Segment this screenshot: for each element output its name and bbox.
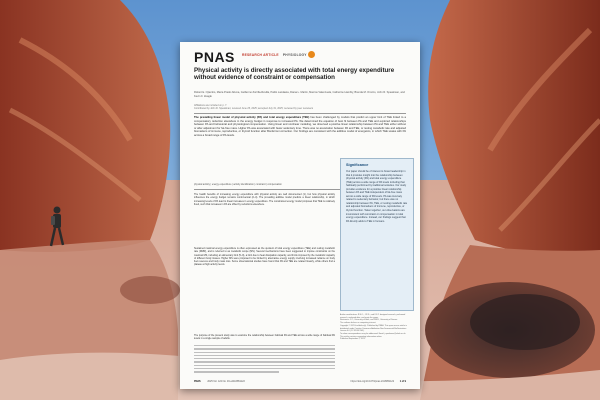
body-paragraph-1: The health benefits of increasing energy expenditure with physical activity are well documented (1), but how physical activity influences the energy budget remains controversial (2–4). The prevailing additive model predicts a linear relationship, in which increasing levels of PA lead to linear increases in energy expenditure. The constrained energy model proposes that TEE is relatively fixed, such that increases in PA are offset by reductions elsewhere. — [194, 193, 335, 206]
significance-heading: Significance — [346, 163, 369, 167]
body-text-lines — [194, 345, 335, 375]
section-tag-research: RESEARCH ARTICLE — [242, 53, 279, 57]
footnotes — [340, 314, 412, 341]
paper-title: Physical activity is directly associated with total energy expenditure without evidence of constraint or compensation — [194, 67, 395, 82]
journal-logo: PNAS — [194, 49, 235, 65]
affiliation-note — [194, 104, 406, 110]
footnote-interest: The authors declare no competing interest. — [340, 322, 376, 325]
contributed-line: Contributed by John R. Speakman; received June 25, 2025; accepted July 31, 2025; reviewed by peer reviewers — [194, 107, 314, 111]
footnote-contrib: Author contributions: R.E.O., J.R.S., and K.F.Z. designed research; performed research; analyzed data; and wrote the paper. — [340, 314, 406, 319]
footnote-license: Copyright © 2025 the Author(s). Published by PNAS. This open access article is distributed under Creative Commons Attribution-NonCommercial-NoDerivatives License 4.0 (CC BY-NC-ND). — [340, 324, 407, 333]
footnote-correspondence: To whom correspondence may be addressed. Email: j.speakman@abdn.ac.uk. — [340, 332, 406, 335]
affiliations-line: Affiliations are included on p. 7. — [194, 104, 228, 107]
abstract-lead: The prevailing linear model of physical activity (PA) and total energy expenditure (TEE) — [194, 116, 310, 119]
open-access-icon — [308, 51, 315, 58]
significance-text: Our paper should be of interest to broad readership in that it provides insight into the relationship between physical activity (PA) and total energy expenditure (TEE) across a wide range of PA levels including that habitually performed by traditional societies. Our study provides evidence for a positive linear relationship between PA and TEE independent of fat-free mass across a wide range of PA levels. PA was inversely related to sedentary behavior, but there was no relationship between PA, TEE, or resting metabolic rate and adjusted biomarkers of immune, reproductive, or thyroid function. Taken together, our observations are inconsistent with constraint or compensation in total energy expenditure. Instead, our findings suggest that PA directly adds to TEE in humans. — [346, 170, 408, 223]
page-footer — [194, 380, 406, 383]
page-number: 1 of 9 — [399, 380, 406, 383]
significance-box — [340, 158, 414, 311]
footer-journal: PNAS — [194, 380, 201, 383]
footnote-published: Published September 2, 2025. — [340, 338, 366, 341]
body-paragraph-3: The purpose of the present study was to examine the relationship between habitual PA and TEE across a wide range of habitual PA levels in a single sample of adults. — [194, 334, 335, 341]
divider — [194, 113, 406, 114]
section-tags — [242, 53, 307, 57]
footnote-reviewers: Reviewers: C.L., University of Bath; and P.A.R., University of Denver. — [340, 319, 398, 322]
footer-issue: 2025 Vol. 122 No. 49 e2416851122 — [207, 380, 245, 383]
footnote-supporting: This article contains supporting information online. — [340, 335, 383, 338]
body-paragraph-2: Sustained maximal energy expenditure is often expressed as the quotient of total energy expenditure (TEE) and resting metabolic rate (RMR), and is referred to as metabolic scope (MS). Several mechanisms have been suggested to impose constraints on the maximal MS, including an alimentary limit (5–9), a limit due to heat dissipation capacity, and limits imposed by the metabolic capacity of different body tissues. Higher MS were proposed to be limited by alternative energy supply involving increased reliance on body fuel reserves and body mass loss. Some observational studies have found that PA and TEE are related linearly, while others find a plateau at high activity levels. — [194, 247, 335, 267]
footer-doi[interactable]: https://doi.org/10.1073/pnas.2416851122 — [350, 380, 395, 383]
abstract — [194, 116, 406, 137]
keywords: physical activity | energy expenditure | activity identification | constraint | compensation — [194, 184, 282, 186]
abstract-body: has been challenged by models that predict an upper limit of TEE linked to a compensatory reduction elsewhere in the energy budget in response to increased PA. We determined the equation of best fit between PA and TEE and explored relationships between PA and behavioral and physiological compensation. Using linear and nonlinear modeling, we observed a positive linear relationship between PA and TEE either without or after adjustment for fat-free mass. Higher PA was associated with fewer sedentary time. There was no association between PA and TEE, or resting metabolic rate and adjusted biomarkers of immune, reproductive, or thyroid function after Bonferroni correction. Our findings are consistent with the additive model of energetics, in which TEE scales with PA across a broad range of PA levels. — [194, 116, 406, 137]
section-tag-physiology: PHYSIOLOGY — [282, 53, 307, 57]
research-paper-page — [180, 42, 420, 389]
author-list: Robert E. Ojiambo, Maria Prado-Nóvoa, Guillermo Zorrilla-Revilla, Pablo Landaeta, Diana L. Martin, Marcos Valenzuela, Catherine Hambly, Brenda M. Orozco, John R. Speakman, and Kevin F. Zeagle — [194, 91, 405, 98]
